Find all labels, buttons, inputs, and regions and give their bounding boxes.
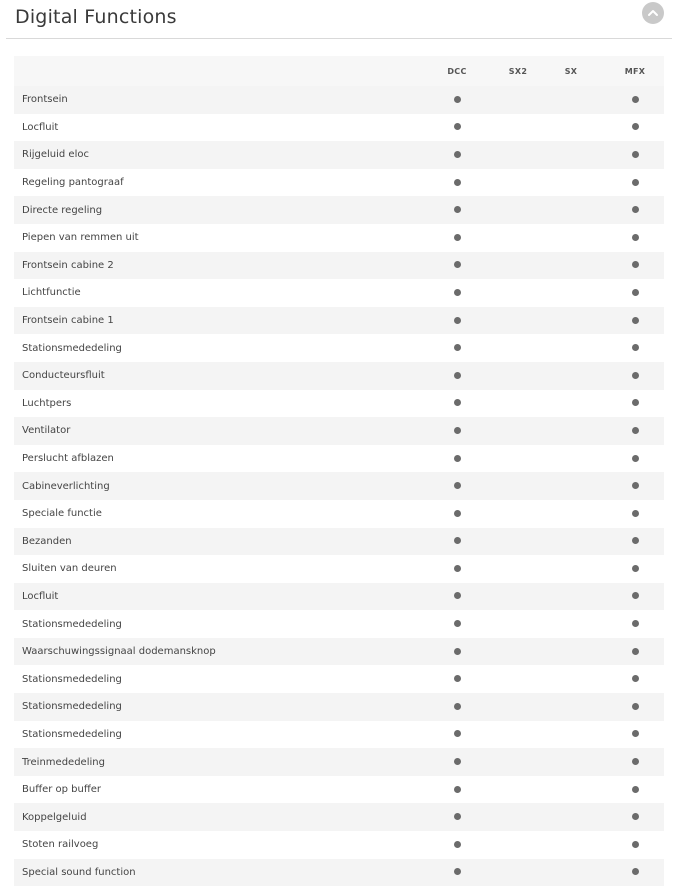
table-row — [14, 500, 664, 528]
column-header-dcc: DCC — [414, 56, 500, 86]
dot-icon — [632, 372, 639, 379]
function-label: Stationsmededeling — [14, 665, 414, 693]
function-label: Locfluit — [14, 583, 414, 611]
dot-icon — [454, 758, 461, 765]
cell-sx — [536, 417, 606, 445]
function-label: Speciale functie — [14, 500, 414, 528]
function-label: Buffer op buffer — [14, 776, 414, 804]
cell-sx2 — [500, 721, 536, 749]
table-row — [14, 196, 664, 224]
function-label: Stationsmededeling — [14, 610, 414, 638]
cell-sx2 — [500, 693, 536, 721]
cell-sx — [536, 776, 606, 804]
dot-icon — [632, 427, 639, 434]
dot-icon — [454, 565, 461, 572]
table-row — [14, 721, 664, 749]
dot-icon — [632, 96, 639, 103]
cell-sx — [536, 252, 606, 280]
cell-mfx — [606, 721, 664, 749]
dot-icon — [632, 206, 639, 213]
cell-sx — [536, 307, 606, 335]
table-row — [14, 390, 664, 418]
cell-mfx — [606, 610, 664, 638]
function-label: Frontsein — [14, 86, 414, 114]
cell-sx2 — [500, 445, 536, 473]
cell-sx2 — [500, 859, 536, 887]
cell-dcc — [414, 693, 500, 721]
cell-sx — [536, 610, 606, 638]
dot-icon — [632, 786, 639, 793]
table-row — [14, 665, 664, 693]
dot-icon — [632, 537, 639, 544]
cell-mfx — [606, 555, 664, 583]
function-label: Luchtpers — [14, 390, 414, 418]
cell-sx2 — [500, 252, 536, 280]
cell-dcc — [414, 776, 500, 804]
cell-dcc — [414, 528, 500, 556]
cell-mfx — [606, 831, 664, 859]
dot-icon — [632, 289, 639, 296]
table-row — [14, 114, 664, 142]
dot-icon — [454, 289, 461, 296]
table-row — [14, 555, 664, 583]
cell-sx2 — [500, 776, 536, 804]
dot-icon — [454, 96, 461, 103]
cell-sx2 — [500, 390, 536, 418]
table-row — [14, 472, 664, 500]
table-row — [14, 362, 664, 390]
cell-sx — [536, 665, 606, 693]
cell-sx — [536, 693, 606, 721]
cell-dcc — [414, 610, 500, 638]
cell-dcc — [414, 748, 500, 776]
dot-icon — [454, 868, 461, 875]
function-label: Frontsein cabine 1 — [14, 307, 414, 335]
dot-icon — [454, 399, 461, 406]
table-row — [14, 279, 664, 307]
cell-mfx — [606, 252, 664, 280]
dot-icon — [454, 123, 461, 130]
cell-sx2 — [500, 141, 536, 169]
dot-icon — [454, 841, 461, 848]
cell-dcc — [414, 334, 500, 362]
table-row — [14, 169, 664, 197]
table-row — [14, 693, 664, 721]
cell-dcc — [414, 555, 500, 583]
dot-icon — [632, 510, 639, 517]
cell-sx — [536, 362, 606, 390]
dot-icon — [454, 592, 461, 599]
cell-mfx — [606, 776, 664, 804]
collapse-button[interactable] — [642, 2, 664, 24]
dot-icon — [454, 703, 461, 710]
cell-mfx — [606, 279, 664, 307]
dot-icon — [632, 565, 639, 572]
cell-mfx — [606, 224, 664, 252]
dot-icon — [454, 813, 461, 820]
dot-icon — [632, 703, 639, 710]
cell-sx — [536, 721, 606, 749]
cell-mfx — [606, 528, 664, 556]
function-label: Directe regeling — [14, 196, 414, 224]
dot-icon — [454, 151, 461, 158]
cell-sx2 — [500, 279, 536, 307]
table-header-row — [14, 56, 664, 86]
dot-icon — [454, 206, 461, 213]
cell-mfx — [606, 748, 664, 776]
cell-sx — [536, 583, 606, 611]
dot-icon — [632, 648, 639, 655]
cell-dcc — [414, 169, 500, 197]
cell-mfx — [606, 859, 664, 887]
cell-sx — [536, 638, 606, 666]
table-row — [14, 803, 664, 831]
table-row — [14, 252, 664, 280]
page-title: Digital Functions — [15, 6, 177, 28]
cell-sx2 — [500, 169, 536, 197]
cell-sx — [536, 196, 606, 224]
cell-mfx — [606, 307, 664, 335]
function-label: Piepen van remmen uit — [14, 224, 414, 252]
cell-dcc — [414, 390, 500, 418]
dot-icon — [632, 179, 639, 186]
function-label: Regeling pantograaf — [14, 169, 414, 197]
cell-dcc — [414, 638, 500, 666]
cell-mfx — [606, 583, 664, 611]
cell-sx2 — [500, 86, 536, 114]
function-label: Waarschuwingssignaal dodemansknop — [14, 638, 414, 666]
cell-sx — [536, 169, 606, 197]
cell-sx2 — [500, 500, 536, 528]
cell-sx — [536, 803, 606, 831]
table-row — [14, 859, 664, 887]
dot-icon — [454, 510, 461, 517]
dot-icon — [454, 179, 461, 186]
cell-dcc — [414, 472, 500, 500]
cell-mfx — [606, 445, 664, 473]
table-row — [14, 141, 664, 169]
cell-mfx — [606, 362, 664, 390]
function-label: Locfluit — [14, 114, 414, 142]
function-label: Koppelgeluid — [14, 803, 414, 831]
table-row — [14, 334, 664, 362]
cell-sx — [536, 528, 606, 556]
cell-sx2 — [500, 831, 536, 859]
chevron-up-icon — [647, 7, 659, 19]
cell-sx2 — [500, 610, 536, 638]
table-row — [14, 445, 664, 473]
dot-icon — [454, 648, 461, 655]
cell-sx2 — [500, 528, 536, 556]
function-label: Treinmededeling — [14, 748, 414, 776]
cell-dcc — [414, 417, 500, 445]
dot-icon — [632, 344, 639, 351]
cell-dcc — [414, 279, 500, 307]
cell-sx — [536, 390, 606, 418]
dot-icon — [632, 123, 639, 130]
table-row — [14, 638, 664, 666]
dot-icon — [632, 730, 639, 737]
cell-sx2 — [500, 803, 536, 831]
cell-sx2 — [500, 114, 536, 142]
cell-dcc — [414, 445, 500, 473]
cell-sx — [536, 445, 606, 473]
functions-table-container — [14, 56, 664, 886]
table-row — [14, 224, 664, 252]
dot-icon — [632, 399, 639, 406]
dot-icon — [454, 261, 461, 268]
cell-sx — [536, 555, 606, 583]
cell-mfx — [606, 390, 664, 418]
function-label: Lichtfunctie — [14, 279, 414, 307]
table-row — [14, 417, 664, 445]
cell-sx — [536, 748, 606, 776]
cell-dcc — [414, 252, 500, 280]
cell-mfx — [606, 196, 664, 224]
function-label: Stoten railvoeg — [14, 831, 414, 859]
dot-icon — [454, 620, 461, 627]
cell-mfx — [606, 693, 664, 721]
dot-icon — [454, 317, 461, 324]
cell-mfx — [606, 665, 664, 693]
function-label: Bezanden — [14, 528, 414, 556]
dot-icon — [454, 455, 461, 462]
cell-mfx — [606, 141, 664, 169]
function-label: Ventilator — [14, 417, 414, 445]
dot-icon — [454, 675, 461, 682]
dot-icon — [454, 537, 461, 544]
cell-dcc — [414, 583, 500, 611]
dot-icon — [454, 427, 461, 434]
dot-icon — [454, 344, 461, 351]
cell-sx — [536, 334, 606, 362]
table-row — [14, 831, 664, 859]
cell-mfx — [606, 803, 664, 831]
cell-sx2 — [500, 224, 536, 252]
cell-mfx — [606, 86, 664, 114]
dot-icon — [632, 620, 639, 627]
cell-dcc — [414, 362, 500, 390]
cell-sx — [536, 472, 606, 500]
table-row — [14, 86, 664, 114]
cell-dcc — [414, 831, 500, 859]
table-row — [14, 776, 664, 804]
table-row — [14, 748, 664, 776]
column-header-sx2: SX2 — [500, 56, 536, 86]
dot-icon — [632, 455, 639, 462]
cell-dcc — [414, 86, 500, 114]
cell-sx2 — [500, 417, 536, 445]
dot-icon — [632, 151, 639, 158]
function-label: Rijgeluid eloc — [14, 141, 414, 169]
function-label: Cabineverlichting — [14, 472, 414, 500]
cell-mfx — [606, 114, 664, 142]
cell-dcc — [414, 307, 500, 335]
cell-sx2 — [500, 555, 536, 583]
function-label: Stationsmededeling — [14, 693, 414, 721]
cell-sx2 — [500, 196, 536, 224]
column-header-mfx: MFX — [606, 56, 664, 86]
cell-dcc — [414, 114, 500, 142]
cell-mfx — [606, 638, 664, 666]
cell-sx2 — [500, 748, 536, 776]
cell-sx — [536, 86, 606, 114]
cell-sx2 — [500, 665, 536, 693]
column-header-sx: SX — [536, 56, 606, 86]
dot-icon — [454, 482, 461, 489]
cell-dcc — [414, 721, 500, 749]
cell-sx — [536, 141, 606, 169]
cell-dcc — [414, 665, 500, 693]
table-row — [14, 307, 664, 335]
cell-mfx — [606, 169, 664, 197]
dot-icon — [632, 813, 639, 820]
cell-dcc — [414, 196, 500, 224]
table-row — [14, 610, 664, 638]
dot-icon — [632, 841, 639, 848]
cell-dcc — [414, 500, 500, 528]
dot-icon — [632, 592, 639, 599]
dot-icon — [632, 317, 639, 324]
table-row — [14, 583, 664, 611]
functions-table — [14, 56, 664, 886]
cell-dcc — [414, 859, 500, 887]
cell-sx — [536, 224, 606, 252]
function-label: Special sound function — [14, 859, 414, 887]
column-header-function — [14, 56, 414, 86]
cell-sx — [536, 831, 606, 859]
dot-icon — [454, 730, 461, 737]
table-row — [14, 528, 664, 556]
section-header — [6, 0, 672, 39]
cell-sx2 — [500, 362, 536, 390]
cell-sx2 — [500, 638, 536, 666]
cell-mfx — [606, 500, 664, 528]
dot-icon — [632, 261, 639, 268]
function-label: Sluiten van deuren — [14, 555, 414, 583]
cell-mfx — [606, 334, 664, 362]
cell-sx — [536, 859, 606, 887]
cell-sx2 — [500, 307, 536, 335]
dot-icon — [454, 372, 461, 379]
cell-mfx — [606, 472, 664, 500]
cell-sx2 — [500, 583, 536, 611]
dot-icon — [632, 868, 639, 875]
cell-sx — [536, 500, 606, 528]
cell-sx — [536, 279, 606, 307]
function-label: Conducteursfluit — [14, 362, 414, 390]
cell-sx2 — [500, 472, 536, 500]
cell-dcc — [414, 141, 500, 169]
dot-icon — [454, 786, 461, 793]
dot-icon — [454, 234, 461, 241]
dot-icon — [632, 675, 639, 682]
dot-icon — [632, 482, 639, 489]
cell-sx — [536, 114, 606, 142]
cell-dcc — [414, 803, 500, 831]
cell-sx2 — [500, 334, 536, 362]
function-label: Stationsmededeling — [14, 721, 414, 749]
cell-mfx — [606, 417, 664, 445]
cell-dcc — [414, 224, 500, 252]
dot-icon — [632, 758, 639, 765]
function-label: Frontsein cabine 2 — [14, 252, 414, 280]
function-label: Stationsmededeling — [14, 334, 414, 362]
function-label: Perslucht afblazen — [14, 445, 414, 473]
dot-icon — [632, 234, 639, 241]
